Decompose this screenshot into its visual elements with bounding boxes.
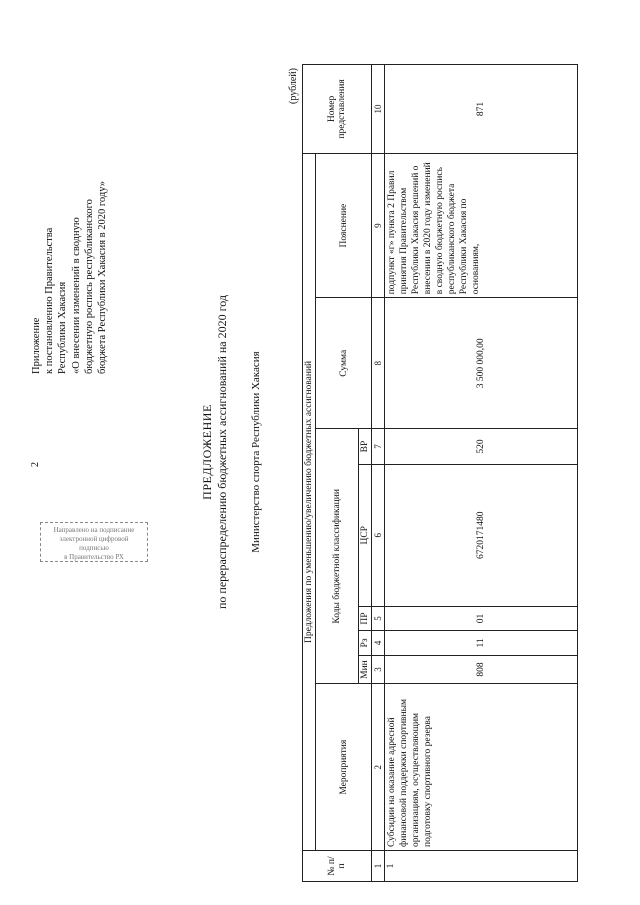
title-line-1: ПРЕДЛОЖЕНИЕ	[200, 404, 214, 500]
header-min: Мин	[359, 655, 372, 684]
cell-num: 1	[385, 850, 578, 881]
header-num: № п/п	[303, 850, 372, 881]
header-row-group	[303, 65, 316, 882]
col-number: 5	[372, 606, 385, 630]
document-title	[200, 12, 230, 892]
header-vr: ВР	[359, 429, 372, 465]
header-explanation: Пояснение	[316, 153, 372, 297]
header-codes: Коды бюджетной классификации	[316, 429, 359, 684]
column-numbers-row	[372, 65, 385, 882]
col-number: 7	[372, 429, 385, 465]
appendix-line: Республики Хакасия	[57, 281, 69, 374]
header-event: Мероприятия	[316, 684, 372, 850]
cell-min: 808	[385, 655, 578, 684]
col-number: 8	[372, 298, 385, 429]
appendix-line: бюджета Республики Хакасия в 2020 году»	[97, 181, 109, 374]
header-rep-num: Номер представления	[303, 65, 372, 154]
col-number: 3	[372, 655, 385, 684]
allocation-table	[302, 64, 578, 882]
cell-explanation: подпункт «г» пункта 2 Правил принятия Правительством Республики Хакасия решений о внесении в 2020 году изменений в сводную бюджетную роспись республиканского бюджета Республики Хакасия по основаниям,	[385, 153, 578, 297]
col-number: 6	[372, 464, 385, 606]
cell-vr: 520	[385, 429, 578, 465]
col-number: 9	[372, 153, 385, 297]
header-sum: Сумма	[316, 298, 372, 429]
ministry-name: Министерство спорта Республики Хакасия	[250, 351, 262, 553]
appendix-line: Приложение	[31, 317, 42, 374]
cell-rep-num: 871	[385, 65, 578, 154]
table-row	[385, 65, 578, 882]
signature-stamp	[40, 522, 148, 562]
stamp-line: Направлено на подписание	[53, 526, 135, 534]
col-number: 2	[372, 684, 385, 850]
appendix-note	[30, 181, 109, 374]
cell-event: Субсидии на оказание адресной финансовой поддержки спортивным организациям, осуществляющим подготовку спортивного резерва	[385, 684, 578, 850]
header-pr: ПР	[359, 606, 372, 630]
cell-sum: 3 500 000,00	[385, 298, 578, 429]
appendix-line: «О внесении изменений в сводную	[70, 217, 82, 374]
stamp-line: электронной цифровой подписью	[59, 535, 129, 552]
col-number: 10	[372, 65, 385, 154]
cell-pr: 01	[385, 606, 578, 630]
appendix-line: бюджетную роспись республиканского	[83, 199, 95, 374]
stamp-line: в Правительство РХ	[64, 553, 124, 561]
unit-label: (рублей)	[288, 67, 299, 104]
appendix-line: к постановлению Правительства	[44, 227, 56, 374]
cell-csr: 6720171480	[385, 464, 578, 606]
col-number: 4	[372, 631, 385, 655]
cell-rz: 11	[385, 631, 578, 655]
title-line-2: по перераспределению бюджетных ассигнований на 2020 год	[215, 294, 229, 610]
header-csr: ЦСР	[359, 464, 372, 606]
page-number: 2	[30, 462, 41, 467]
rotated-landscape-page	[20, 12, 620, 892]
header-rz: Рз	[359, 631, 372, 655]
header-row-main	[316, 65, 359, 882]
col-number: 1	[372, 850, 385, 881]
header-group: Предложения по уменьшению/увеличению бюджетных ассигнований	[303, 153, 316, 850]
